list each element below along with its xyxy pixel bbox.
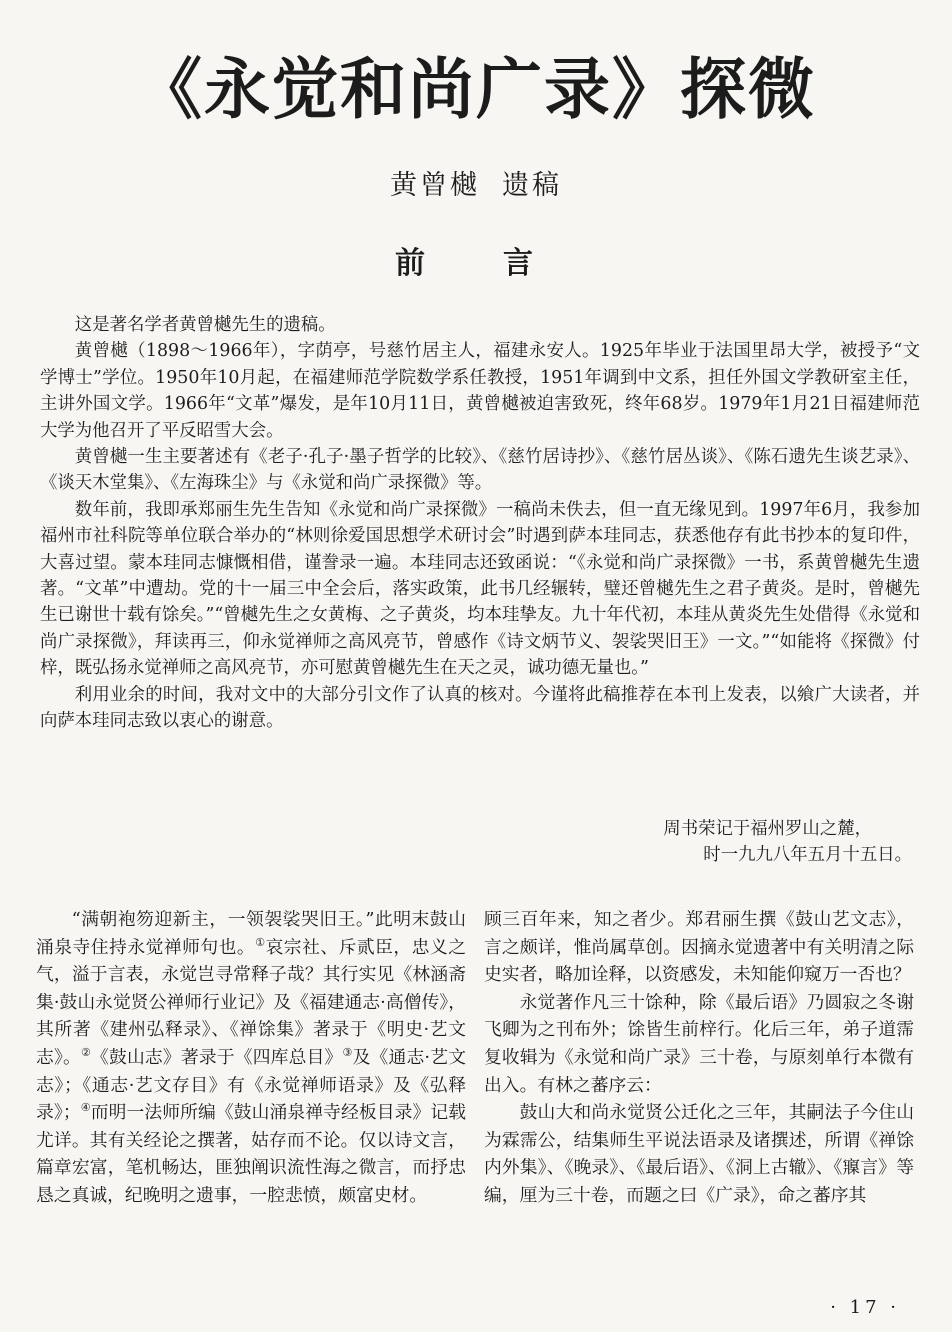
body-text: 《鼓山志》著录于《四库总目》	[91, 1046, 343, 1068]
signature-date: 时一九九八年五月十五日。	[703, 845, 912, 866]
footnote-marker: ①	[255, 935, 266, 949]
byline	[0, 168, 952, 204]
preface-paragraph: 数年前，我即承郑丽生先生告知《永觉和尚广录探微》一稿尚未佚去，但一直无缘见到。1997年6月，我参加福州市社科院等单位联合举办的“林则徐爱国思想学术研讨会”时遇到萨本珪同志，获悉他存有此书抄本的复印件，大喜过望。蒙本珪同志慷慨相借，谨誊录一遍。本珪同志还致函说：“《永觉和尚广录探微》一书，系黄曾樾先生遗著。“文革”中遭劫。党的十一届三中全会后，落实政策，此书几经辗转，璧还曾樾先生之君子黄炎。是时，曾樾先生已谢世十载有馀矣。”“曾樾先生之女黄梅、之子黄炎，均本珪挚友。九十年代初，本珪从黄炎先生处借得《永觉和尚广录探微》，拜读再三，仰永觉禅师之高风亮节，曾感作《诗文炳节义、袈裟哭旧王》一文。”“如能将《探微》付梓，既弘扬永觉禅师之高风亮节，亦可慰黄曾樾先生在天之灵，诚功德无量也。”	[40, 499, 920, 679]
preface-paragraph: 黄曾樾一生主要著述有《老子·孔子·墨子哲学的比较》、《慈竹居诗抄》、《慈竹居丛谈》、《陈石遗先生谈艺录》、《谈天木堂集》、《左海珠尘》与《永觉和尚广录探微》等。	[40, 447, 920, 494]
body-text: 哀宗社、斥贰臣，忠义之气，溢于言表，永觉岂寻常释子哉？其行实见《林涵斋集·鼓山永觉贤公禅师行业记》及《福建通志·高僧传》，其所著《建州弘释录》、《禅馀集》著录于《明史·艺文志》。	[36, 936, 466, 1068]
body-text: 及《通志·艺文志》；《通志·艺文存目》有《永觉禅师语录》及《弘释录》；	[36, 1046, 466, 1124]
footnote-marker: ④	[80, 1101, 91, 1115]
quoted-preface: 鼓山大和尚永觉贤公迁化之三年，其嗣法子今住山为霖霈公，结集师生平说法语录及诸撰述，所谓《禅馀内外集》、《晚录》、《最后语》、《洞上古辙》、《寱言》等编，厘为三十卷，而题之曰《广录》，命之蕃序其	[484, 1102, 914, 1206]
body-paragraph-continued: 顾三百年来，知之者少。郑君丽生撰《鼓山艺文志》，言之颇详，惟尚属草创。因摘永觉遗著中有关明清之际史实者，略加诠释，以资感发，未知能仰窥万一否也？	[484, 909, 914, 986]
preface-signature	[512, 816, 912, 869]
preface-heading: 前 言	[395, 246, 557, 281]
page-number: · 17 ·	[830, 1297, 900, 1318]
body-column-left	[36, 906, 466, 1210]
footnote-marker: ③	[342, 1046, 353, 1060]
body-text: “满朝袍笏迎新主，一领袈裟哭旧王。”此明末鼓山涌泉寺住持永觉禅师句也。	[36, 909, 466, 958]
signature-place: 周书荣记于福州罗山之麓，	[663, 819, 872, 839]
body-column-right	[484, 906, 914, 1210]
author-name: 黄曾樾	[390, 170, 480, 201]
body-paragraph	[36, 906, 466, 1210]
body-paragraph: 永觉著作凡三十馀种，除《最后语》乃圆寂之冬谢飞卿为之刊布外；馀皆生前梓行。化后三年，弟子道霈复收辑为《永觉和尚广录》三十卷，与原刻单行本微有出入。有林之蕃序云：	[484, 991, 914, 1096]
preface-paragraph: 黄曾樾（1898～1966年），字荫亭，号慈竹居主人，福建永安人。1925年毕业于法国里昂大学，被授予“文学博士”学位。1950年10月起，在福建师范学院数学系任教授，1951年调到中文系，担任外国文学教研室主任，主讲外国文学。1966年“文革”爆发，是年10月11日，黄曾樾被迫害致死，终年68岁。1979年1月21日福建师范大学为他召开了平反昭雪大会。	[40, 341, 920, 441]
preface-paragraph: 这是著名学者黄曾樾先生的遗稿。	[74, 315, 336, 335]
preface-body	[40, 312, 920, 735]
body-text: 而明一法师所编《鼓山涌泉禅寺经板目录》记载尤详。其有关经论之撰著，姑存而不论。仅以诗文言，篇章宏富，笔机畅达，匪独阐识流性海之微言，而抒忠恳之真诚，纪晚明之遗事，一腔悲愤，颇富史材。	[36, 1102, 466, 1206]
preface-paragraph: 利用业余的时间，我对文中的大部分引文作了认真的核对。今谨将此稿推荐在本刊上发表，以飨广大读者，并向萨本珪同志致以衷心的谢意。	[40, 684, 920, 732]
author-note: 遗稿	[502, 170, 562, 201]
article-title: 《永觉和尚广录》探微	[136, 51, 816, 128]
footnote-marker: ②	[81, 1046, 92, 1060]
